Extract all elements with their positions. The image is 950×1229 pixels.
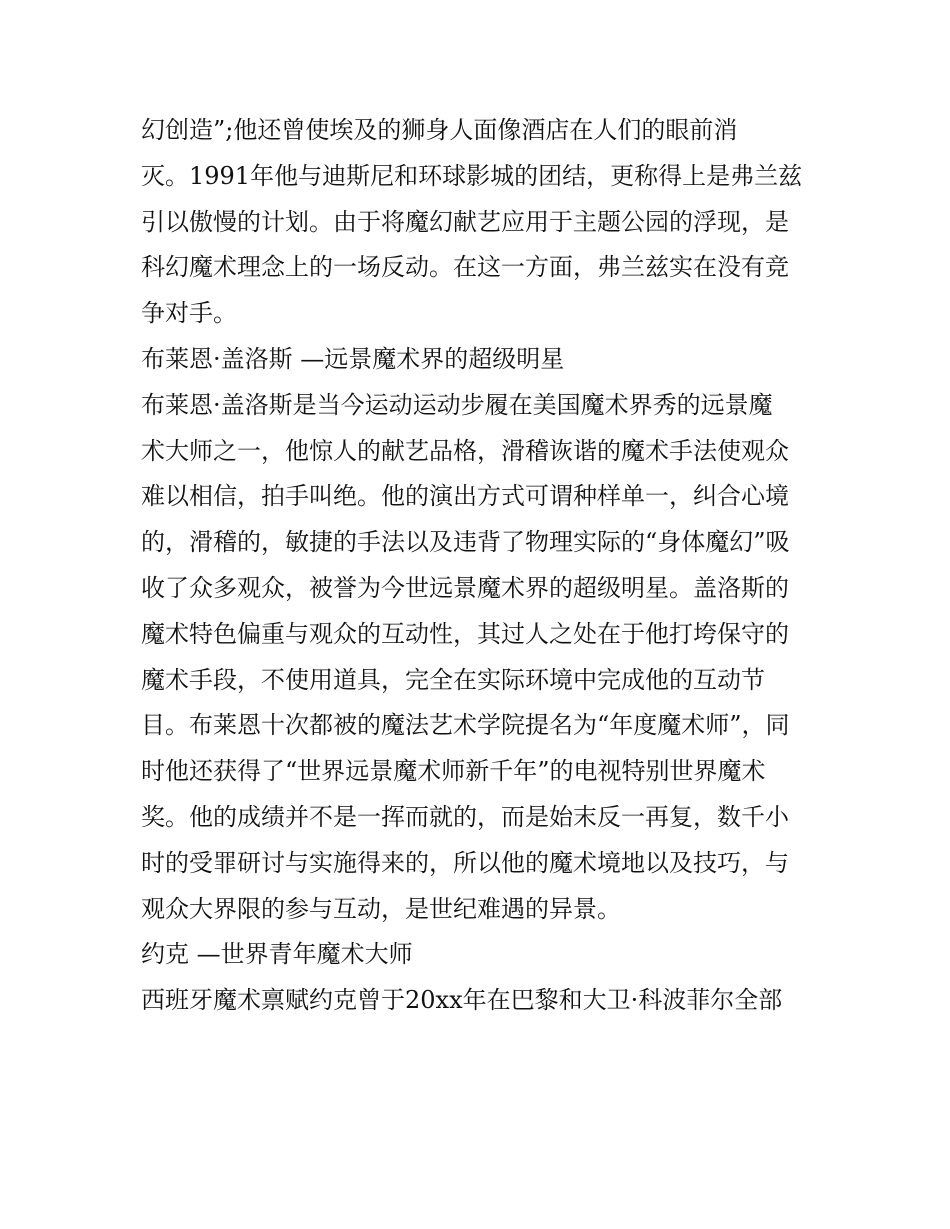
paragraph-line: 幻创造”;他还曾使埃及的狮身人面像酒店在人们的眼前消 (141, 116, 738, 144)
paragraph-line: 引以傲慢的计划。由于将魔幻献艺应用于主题公园的浮现，是 (141, 207, 789, 236)
paragraph-line: 灭。1991年他与迪斯尼和环球影城的团结，更称得上是弗兰兹 (141, 161, 803, 190)
paragraph-line: 时他还获得了“世界远景魔术师新千年”的电视特别世界魔术 (141, 757, 766, 786)
paragraph-line: 争对手。 (141, 299, 237, 328)
paragraph-line: 的，滑稽的，敏捷的手法以及违背了物理实际的“身体魔幻”吸 (141, 528, 790, 557)
section-heading: 约克 —世界青年魔术大师 (141, 940, 413, 969)
paragraph-line: 布莱恩·盖洛斯是当今运动运动步履在美国魔术界秀的远景魔 (141, 390, 773, 419)
paragraph-line: 观众大界限的参与互动，是世纪难遇的异景。 (141, 894, 621, 923)
paragraph-line: 收了众多观众，被誉为今世远景魔术界的超级明星。盖洛斯的 (141, 573, 789, 602)
paragraph-line: 术大师之一，他惊人的献艺品格，滑稽诙谐的魔术手法使观众 (141, 436, 789, 465)
body-text (141, 108, 821, 1024)
paragraph-line: 奖。他的成绩并不是一挥而就的，而是始末反一再复，数千小 (141, 802, 789, 831)
paragraph-line: 魔术特色偏重与观众的互动性，其过人之处在于他打垮保守的 (141, 619, 789, 648)
paragraph-line: 科幻魔术理念上的一场反动。在这一方面，弗兰兹实在没有竞 (141, 253, 789, 282)
paragraph-line: 时的受罪研讨与实施得来的，所以他的魔术境地以及技巧，与 (141, 848, 789, 877)
section-heading: 布莱恩·盖洛斯 —远景魔术界的超级明星 (141, 344, 565, 373)
paragraph-line: 难以相信，拍手叫绝。他的演出方式可谓种样单一，纠合心境 (141, 482, 789, 511)
paragraph-line: 目。布莱恩十次都被的魔法艺术学院提名为“年度魔术师”，同 (141, 711, 790, 740)
paragraph-line: 西班牙魔术禀赋约克曾于20xx年在巴黎和大卫·科波菲尔全部 (141, 986, 783, 1015)
paragraph-line: 魔术手段，不使用道具，完全在实际环境中完成他的互动节 (141, 665, 765, 694)
